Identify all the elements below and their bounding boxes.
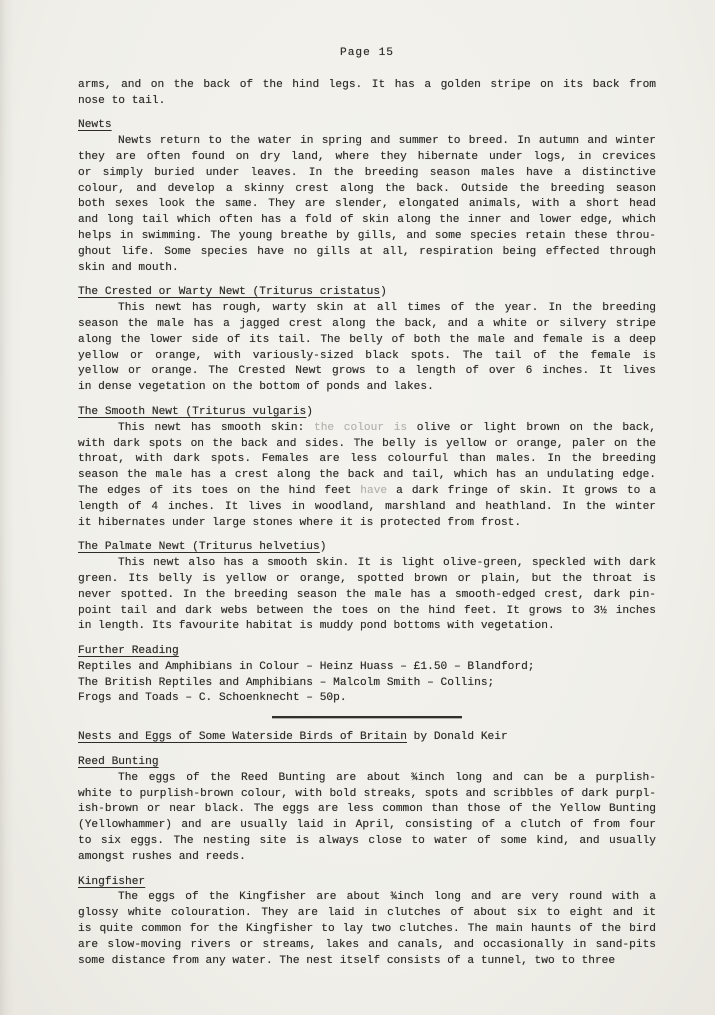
article-title: Nests and Eggs of Some Waterside Birds of Britain xyxy=(78,731,407,744)
text-line: yellow or orange. The Crested Newt grows to a length of over 6 inches. It lives xyxy=(78,365,656,378)
text-line: ghout life. Some species have no gills at all, respiration being effected through xyxy=(78,245,656,258)
text-line: are slow-moving rivers or streams, lakes and canals, and occasionally in sand-pits xyxy=(78,938,656,951)
text-segment: olive or light brown on the back, xyxy=(407,421,657,434)
faded-text-segment: have xyxy=(360,484,388,497)
text-line: is quite common for the Kingfisher to lay two clutches. The main haunts of the bird xyxy=(78,923,656,936)
text-line: nose to tail. xyxy=(78,94,166,107)
heading-text: The Palmate Newt (Triturus helvetius xyxy=(78,541,320,554)
text-line: Newts return to the water in spring and summer to breed. In autumn and winter xyxy=(118,135,656,148)
text-line: in length. Its favourite habitat is muddy pond bottoms with vegetation. xyxy=(78,620,555,633)
heading-text: The Crested or Warty Newt (Triturus cristatus xyxy=(78,286,381,299)
text-line: in dense vegetation on the bottom of ponds and lakes. xyxy=(78,381,434,394)
heading-tail: ) xyxy=(306,405,313,418)
text-line: throat, with dark spots. Females are less colourful than males. In the breeding xyxy=(78,453,656,466)
text-line: skin and mouth. xyxy=(78,261,179,274)
text-line: glossy white colouration. They are laid in clutches of about six to eight and it xyxy=(78,907,656,920)
text-line: green. Its belly is yellow or orange, spotted brown or plain, but the throat is xyxy=(78,572,656,585)
text-line: some distance from any water. The nest itself consists of a tunnel, two to three xyxy=(78,954,616,967)
text-line: point tail and dark webs between the toes on the hind feet. It grows to 3½ inches xyxy=(78,604,656,617)
text-segment: The edges of its toes on the hind feet xyxy=(78,484,361,497)
article-title-line xyxy=(78,730,656,746)
text-line: colour, and develop a skinny crest along the back. Outside the breeding season xyxy=(78,182,656,195)
text-line: with dark spots on the back and sides. The belly is yellow or orange, paler on the xyxy=(78,437,656,450)
section-paragraph xyxy=(78,421,656,532)
section-paragraph xyxy=(78,134,656,276)
section-divider xyxy=(272,716,462,718)
text-line: and long tail which often has a fold of skin along the inner and lower edge, which xyxy=(78,214,656,227)
text-line: never spotted. In the breeding season the male has a smooth-edged crest, dark pin- xyxy=(78,588,656,601)
page-number: Page 15 xyxy=(340,47,394,59)
section-heading xyxy=(78,285,656,301)
text-line: along the lower side of its tail. The belly of both the male and female is a deep xyxy=(78,333,656,346)
heading-text: Further Reading xyxy=(78,645,179,658)
section-paragraph xyxy=(78,556,656,635)
text-line xyxy=(78,484,656,500)
section-crested-newt xyxy=(78,285,656,396)
section-heading xyxy=(78,875,656,891)
text-line: (Yellowhammer) and are usually laid in April, consisting of a clutch of from four xyxy=(78,819,656,832)
text-line: The eggs of the Reed Bunting are about ¾inch long and can be a purplish- xyxy=(118,771,656,784)
heading-tail: ) xyxy=(380,286,387,299)
text-line: season the male has a jagged crest along the back, and a white or silvery stripe xyxy=(78,317,656,330)
section-palmate-newt xyxy=(78,540,656,635)
section-further-reading xyxy=(78,644,656,707)
text-line: both sexes look the same. They are slender, elongated animals, with a short head xyxy=(78,198,656,211)
section-smooth-newt xyxy=(78,405,656,531)
text-line: they are often found on dry land, where they hibernate under logs, in crevices xyxy=(78,150,656,163)
text-line xyxy=(78,421,656,437)
intro-paragraph xyxy=(78,78,656,110)
text-segment: a dark fringe of skin. It grows to a xyxy=(387,484,656,497)
text-line: season the male has a crest along the back and tail, which has an undulating edge. xyxy=(78,469,656,482)
section-paragraph xyxy=(78,890,656,969)
text-line: ish-brown or near black. The eggs are less common than those of the Yellow Bunting xyxy=(78,803,656,816)
heading-text: Reed Bunting xyxy=(78,756,159,769)
text-line: or simply buried under leaves. In the breeding season males have a distinctive xyxy=(78,166,656,179)
section-kingfisher xyxy=(78,875,656,970)
article-byline: by Donald Keir xyxy=(406,731,508,744)
text-line: length of 4 inches. It lives in woodland, marshland and heathland. In the winter xyxy=(78,500,656,513)
section-heading xyxy=(78,540,656,556)
section-reed-bunting xyxy=(78,755,656,866)
text-line: white to purplish-brown colour, with bold streaks, spots and scribbles of dark purpl- xyxy=(78,787,656,800)
text-line: This newt has rough, warty skin at all times of the year. In the breeding xyxy=(118,302,656,315)
heading-text: Newts xyxy=(78,119,112,132)
section-paragraph xyxy=(78,771,656,866)
heading-text: The Smooth Newt (Triturus vulgaris xyxy=(78,405,307,418)
text-line: Frogs and Toads – C. Schoenknecht – 50p. xyxy=(78,692,347,705)
section-heading xyxy=(78,644,656,660)
text-line: Reptiles and Amphibians in Colour – Heinz Huass – £1.50 – Blandford; xyxy=(78,660,535,673)
section-heading xyxy=(78,405,656,421)
section-heading xyxy=(78,118,656,134)
text-segment: This newt has smooth skin: xyxy=(118,421,314,434)
section-heading xyxy=(78,755,656,771)
text-line: yellow or orange, with variously-sized black spots. The tail of the female is xyxy=(78,349,656,362)
text-line: amongst rushes and reeds. xyxy=(78,850,246,863)
section-newts xyxy=(78,118,656,276)
text-line: it hibernates under large stones where it is protected from frost. xyxy=(78,516,522,529)
reading-list xyxy=(78,660,656,707)
section-paragraph xyxy=(78,301,656,396)
heading-tail: ) xyxy=(319,541,327,554)
text-line: to six eggs. The nesting site is always close to water of some kind, and usually xyxy=(78,835,656,848)
text-line: arms, and on the back of the hind legs. It has a golden stripe on its back from xyxy=(78,78,656,91)
text-line: helps in swimming. The young breathe by gills, and some species retain these throu- xyxy=(78,229,656,242)
text-line: The eggs of the Kingfisher are about ¾inch long and are very round with a xyxy=(118,891,656,904)
faded-text-segment: the colour is xyxy=(313,421,408,434)
text-line: The British Reptiles and Amphibians – Malcolm Smith – Collins; xyxy=(78,676,495,689)
heading-text: Kingfisher xyxy=(78,875,146,888)
text-line: This newt also has a smooth skin. It is light olive-green, speckled with dark xyxy=(118,557,656,570)
